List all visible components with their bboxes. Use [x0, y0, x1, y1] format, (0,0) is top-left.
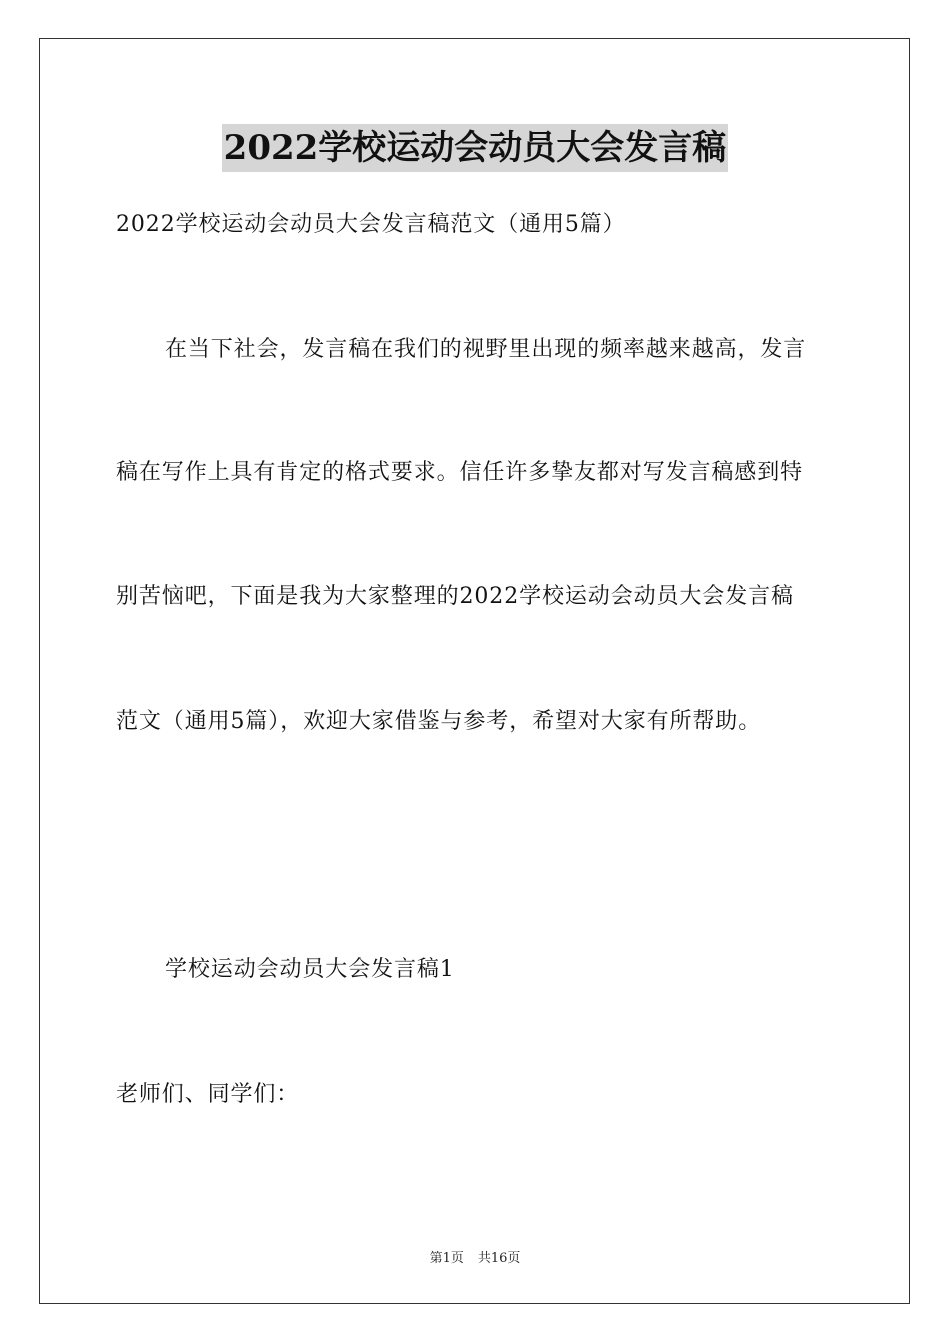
- salutation: 老师们、同学们：: [116, 1082, 300, 1107]
- document-subtitle: 2022学校运动会动员大会发言稿范文（通用5篇）: [116, 212, 626, 237]
- intro-paragraph-line-1: 在当下社会，发言稿在我们的视野里出现的频率越来越高，发言: [165, 337, 807, 362]
- title-container: [0, 124, 950, 172]
- page-number-total: 共16页: [477, 1251, 521, 1266]
- page-number-current: 第1页: [429, 1251, 464, 1266]
- page-footer: [0, 1247, 950, 1266]
- document-title: 2022学校运动会动员大会发言稿: [222, 124, 729, 172]
- section-heading: 学校运动会动员大会发言稿1: [165, 957, 455, 982]
- intro-paragraph-line-2: 稿在写作上具有肯定的格式要求。信任许多挚友都对写发言稿感到特: [116, 460, 804, 485]
- intro-paragraph-line-4: 范文（通用5篇），欢迎大家借鉴与参考，希望对大家有所帮助。: [116, 709, 762, 734]
- intro-paragraph-line-3: 别苦恼吧，下面是我为大家整理的2022学校运动会动员大会发言稿: [116, 584, 794, 609]
